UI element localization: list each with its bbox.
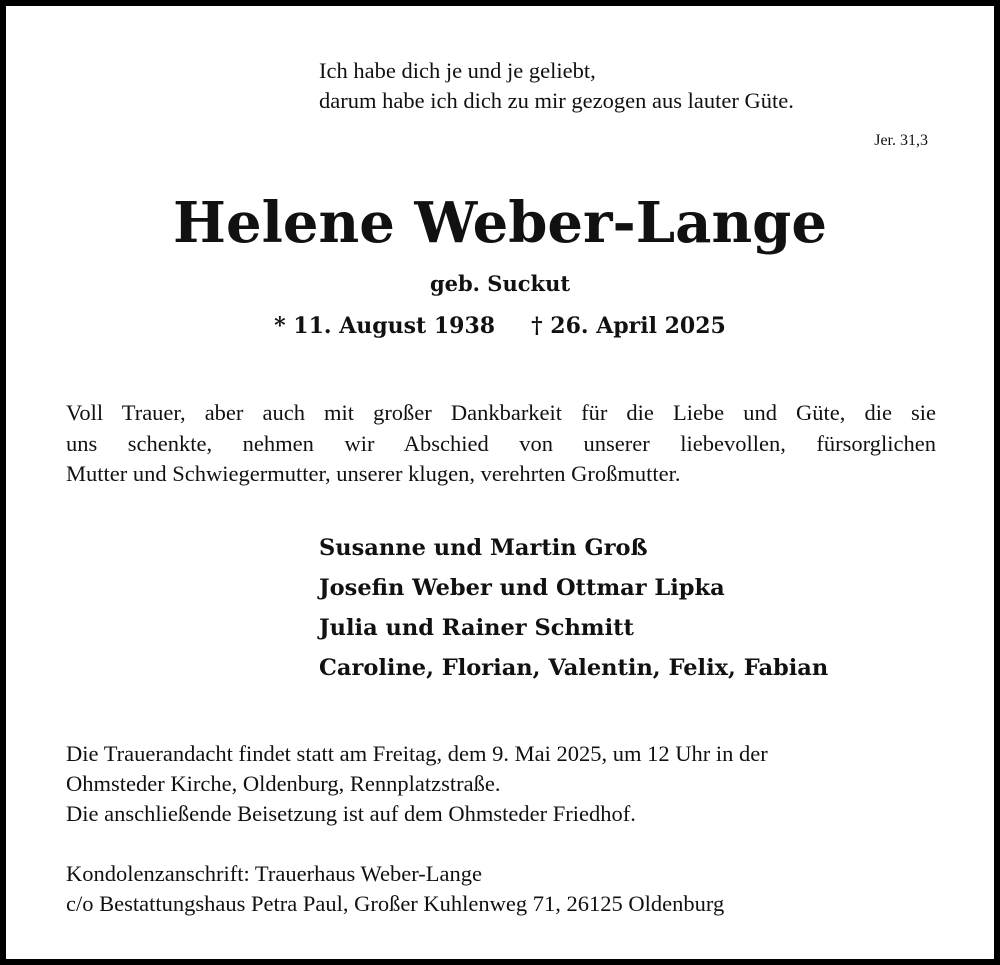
mourner-entry: Caroline, Florian, Valentin, Felix, Fabian xyxy=(319,655,829,681)
verse-reference: Jer. 31,3 xyxy=(874,132,928,149)
mourner-entry: Josefin Weber und Ottmar Lipka xyxy=(319,575,725,601)
obituary-notice xyxy=(6,6,994,959)
condolence-address xyxy=(66,859,724,919)
mourner-entry: Susanne und Martin Groß xyxy=(319,535,648,561)
birth-name: geb. Suckut xyxy=(429,271,571,296)
message-line: Voll Trauer, aber auch mit großer Dankbarkeit für die Liebe und Güte, die sie xyxy=(66,400,936,425)
condolence-line: Kondolenzanschrift: Trauerhaus Weber-Lange xyxy=(66,861,482,886)
life-dates xyxy=(6,313,994,339)
condolence-line: c/o Bestattungshaus Petra Paul, Großer Kuhlenweg 71, 26125 Oldenburg xyxy=(66,891,725,916)
death-date: † 26. April 2025 xyxy=(531,313,726,339)
mourners-list xyxy=(319,528,828,688)
birth-date: * 11. August 1938 xyxy=(274,313,496,339)
verse-line: darum habe ich dich zu mir gezogen aus lauter Güte. xyxy=(319,88,794,113)
message-line: uns schenkte, nehmen wir Abschied von unserer liebevollen, fürsorglichen xyxy=(66,430,936,456)
mourner-entry: Julia und Rainer Schmitt xyxy=(319,615,634,641)
service-line: Die anschließende Beisetzung ist auf dem Ohmsteder Friedhof. xyxy=(66,801,636,826)
verse-line: Ich habe dich je und je geliebt, xyxy=(319,58,596,83)
deceased-name: Helene Weber-Lange xyxy=(173,190,827,256)
service-line: Die Trauerandacht findet statt am Freitag, dem 9. Mai 2025, um 12 Uhr in der xyxy=(66,741,768,766)
farewell-message xyxy=(66,398,936,490)
message-line: Mutter und Schwiegermutter, unserer klugen, verehrten Großmutter. xyxy=(66,461,681,486)
service-line: Ohmsteder Kirche, Oldenburg, Rennplatzstraße. xyxy=(66,771,501,796)
service-info xyxy=(66,739,768,829)
bible-verse xyxy=(319,56,794,116)
